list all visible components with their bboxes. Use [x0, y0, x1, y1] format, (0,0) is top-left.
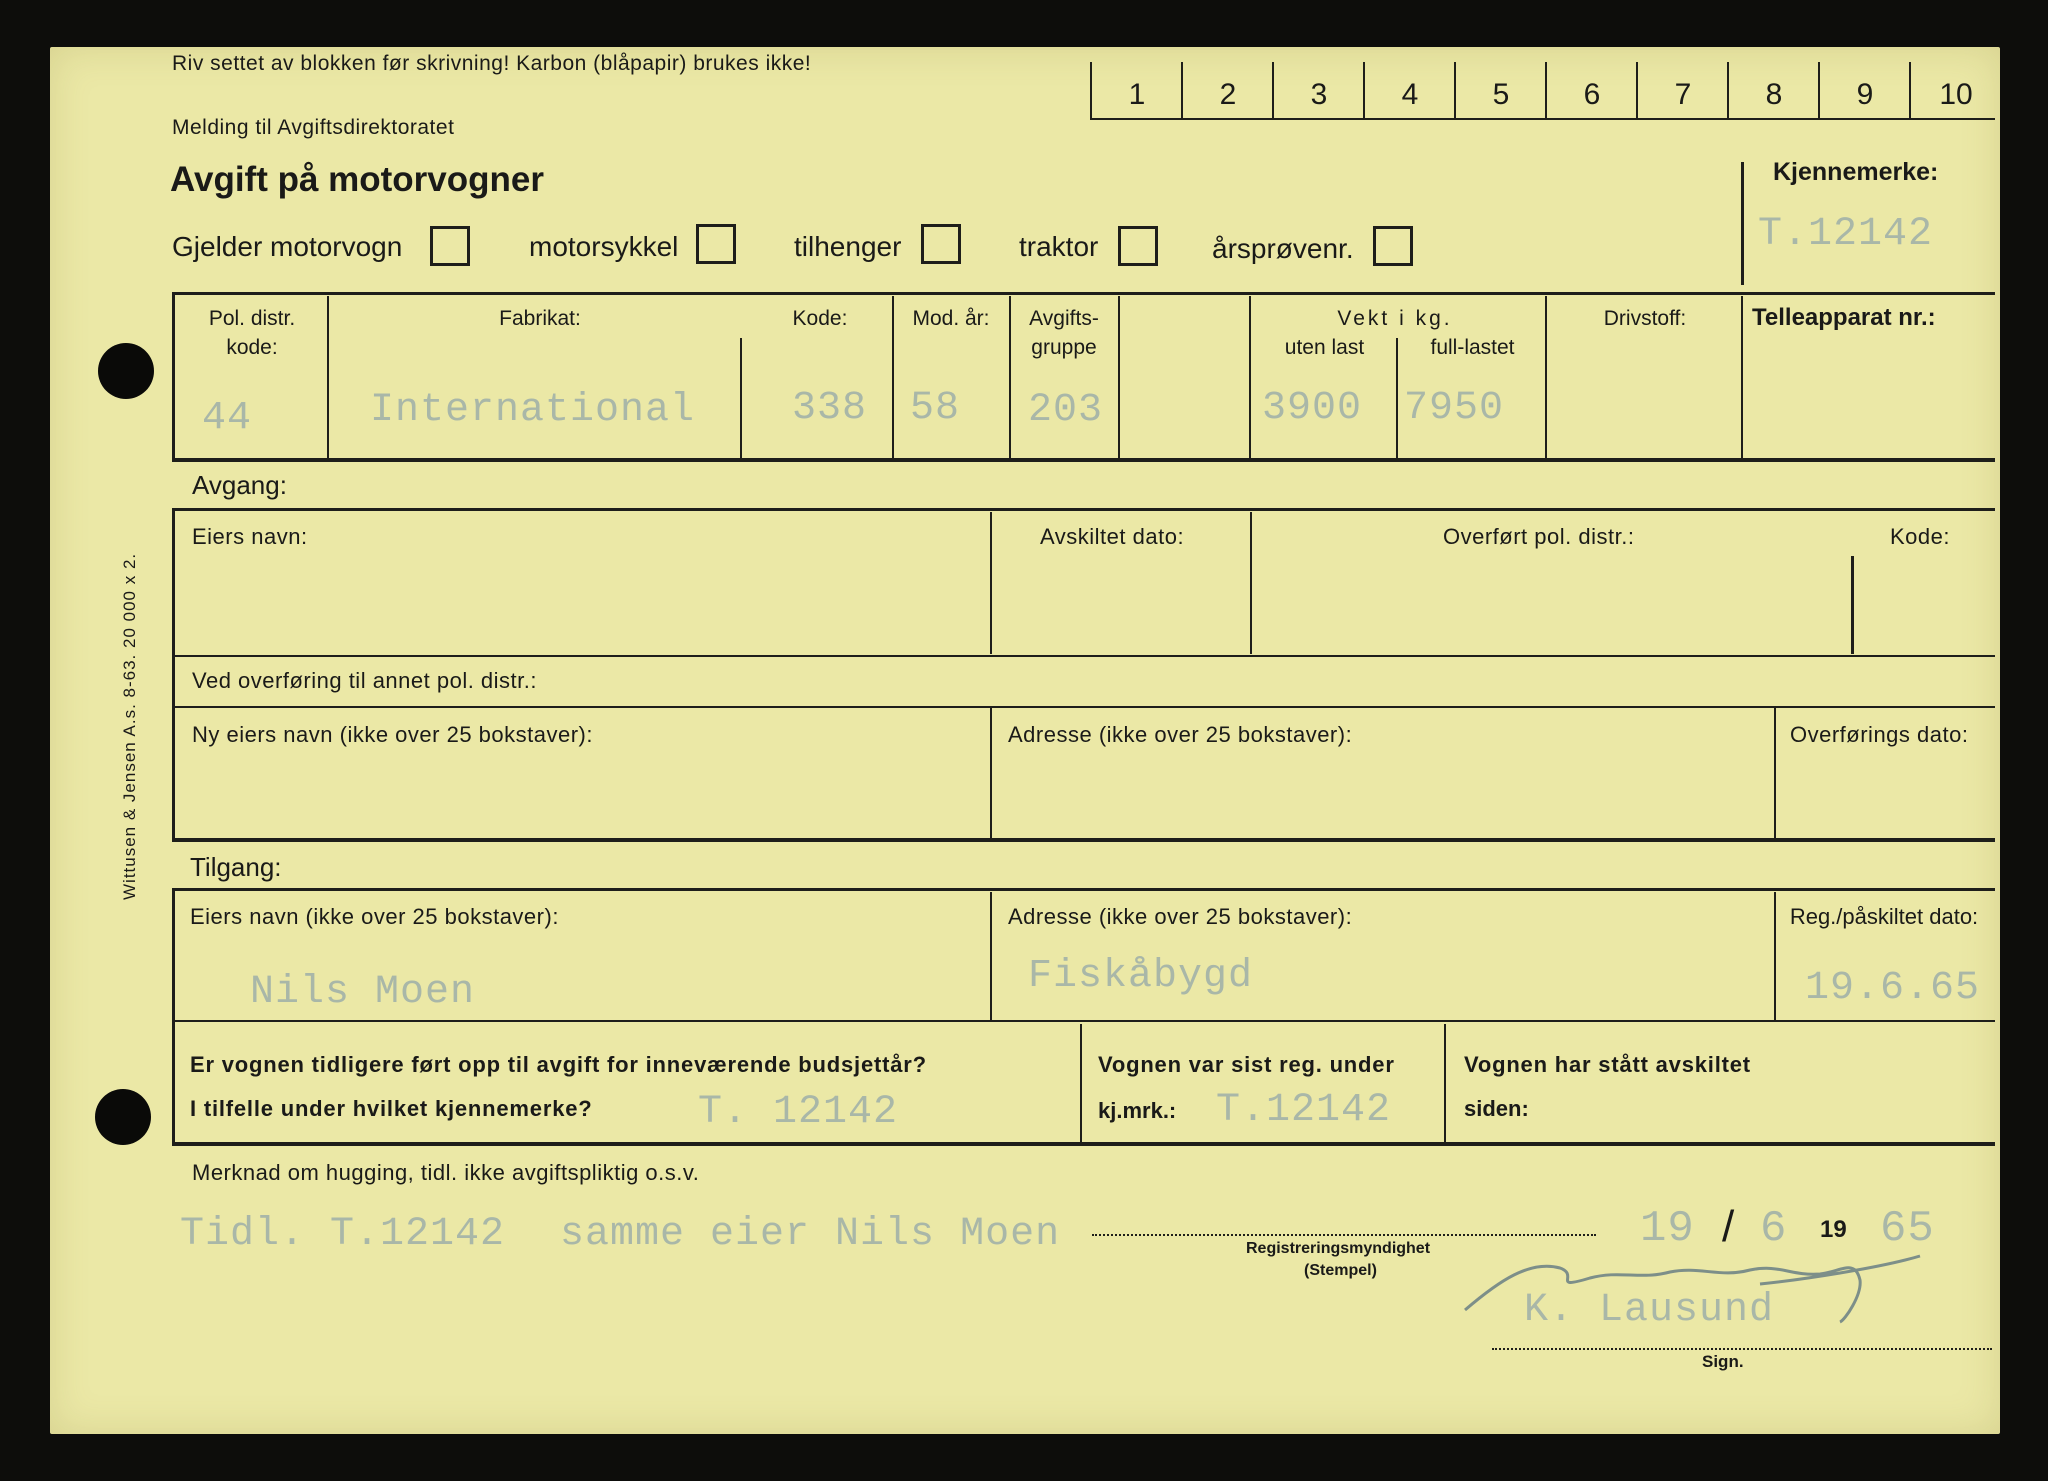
- question-line-2: I tilfelle under hvilket kjennemerke?: [190, 1096, 593, 1121]
- col-divider: [990, 512, 992, 654]
- vehicle-table-bottom: [172, 458, 1995, 462]
- col-divider: [892, 296, 894, 459]
- recipient-text: Melding til Avgiftsdirektoratet: [172, 116, 455, 139]
- number-2: 2: [1219, 78, 1237, 111]
- number-3: 3: [1310, 78, 1328, 111]
- drivstoff-label: Drivstoff:: [1603, 307, 1687, 330]
- sist-reg-line-2: kj.mrk.:: [1098, 1098, 1177, 1123]
- table-left-edge: [172, 292, 175, 460]
- sist-reg-value: T.12142: [1216, 1088, 1392, 1133]
- numbers-underline: [1090, 118, 1995, 120]
- avskiltet-label: Avskiltet dato:: [1040, 524, 1185, 549]
- col-divider: [1851, 556, 1854, 654]
- avgang-title: Avgang:: [192, 470, 287, 500]
- checkbox-tilhenger[interactable]: [921, 224, 961, 264]
- merknad-value-1: Tidl. T.12142: [180, 1212, 506, 1257]
- checkbox-arsprovenr[interactable]: [1373, 226, 1413, 266]
- date-year: 65: [1880, 1204, 1935, 1254]
- option-motorsykkel: motorsykkel: [529, 231, 679, 262]
- avgang-bottom-line: [172, 838, 1995, 842]
- overforings-dato-label: Overførings dato:: [1790, 722, 1969, 747]
- merknad-value-2: samme eier Nils Moen: [560, 1212, 1061, 1257]
- kode-label: Kode:: [792, 307, 848, 330]
- reg-dato-value: 19.6.65: [1805, 966, 1981, 1011]
- number-5: 5: [1492, 78, 1510, 111]
- kjennemerke-divider: [1741, 162, 1744, 285]
- merknad-label: Merknad om hugging, tidl. ikke avgiftspliktig o.s.v.: [192, 1160, 700, 1185]
- number-7: 7: [1674, 78, 1692, 111]
- number-6: 6: [1583, 78, 1601, 111]
- fabrikat-value: International: [370, 388, 696, 433]
- tilgang-adresse-label: Adresse (ikke over 25 bokstaver):: [1008, 904, 1353, 929]
- avskiltet-siden-line-2: siden:: [1464, 1096, 1529, 1121]
- sign-line: [1492, 1348, 1992, 1350]
- option-tilhenger: tilhenger: [794, 231, 902, 262]
- col-divider: [1444, 1024, 1446, 1142]
- mod-ar-value: 58: [910, 386, 961, 431]
- col-divider: [990, 892, 992, 1020]
- option-arsprovenr: årsprøvenr.: [1212, 233, 1354, 264]
- full-lastet-value: 7950: [1404, 386, 1505, 431]
- eiers-navn-label: Eiers navn:: [192, 524, 308, 549]
- vekt-label: Vekt i kg.: [1337, 307, 1453, 330]
- overfort-label: Overført pol. distr.:: [1443, 524, 1635, 549]
- stamp-line: [1092, 1234, 1596, 1236]
- col-divider: [740, 338, 742, 459]
- number-1: 1: [1128, 78, 1146, 111]
- applies-prefix: Gjelder motorvogn: [172, 231, 403, 262]
- signer-name: K. Lausund: [1524, 1288, 1775, 1333]
- date-month: 6: [1760, 1204, 1788, 1254]
- registrering-label: Registreringsmyndighet: [1246, 1240, 1431, 1257]
- kjennemerke-value: T.12142: [1758, 212, 1934, 257]
- printer-imprint: Wittusen & Jensen A.s. 8-63. 20 000 x 2.: [120, 552, 139, 900]
- date-slash: /: [1722, 1202, 1735, 1251]
- col-divider: [1250, 512, 1252, 654]
- checkbox-traktor[interactable]: [1118, 226, 1158, 266]
- full-lastet-label: full-lastet: [1430, 336, 1515, 359]
- kode-value: 338: [792, 386, 868, 431]
- col-divider: [327, 296, 329, 459]
- ny-eier-label: Ny eiers navn (ikke over 25 bokstaver):: [192, 722, 593, 747]
- col-divider: [1080, 1024, 1082, 1142]
- checkbox-motorsykkel[interactable]: [696, 224, 736, 264]
- number-8: 8: [1765, 78, 1783, 111]
- fabrikat-label: Fabrikat:: [499, 307, 581, 330]
- number-4: 4: [1401, 78, 1419, 111]
- ved-overforing-label: Ved overføring til annet pol. distr.:: [192, 668, 538, 693]
- ny-adresse-label: Adresse (ikke over 25 bokstaver):: [1008, 722, 1353, 747]
- number-10: 10: [1939, 78, 1973, 111]
- pol-distr-label: Pol. distr. kode:: [208, 307, 296, 359]
- uten-last-value: 3900: [1262, 386, 1363, 431]
- telleapparat-label: Telleapparat nr.:: [1752, 304, 1936, 331]
- col-divider: [1249, 296, 1251, 459]
- form-title: Avgift på motorvogner: [170, 160, 544, 199]
- col-divider: [990, 708, 992, 838]
- uten-last-label: uten last: [1284, 336, 1365, 359]
- sign-label: Sign.: [1702, 1352, 1744, 1371]
- number-9: 9: [1856, 78, 1874, 111]
- tilgang-mid-line: [172, 1020, 1995, 1022]
- punch-hole-top: [98, 343, 154, 399]
- mod-ar-label: Mod. år:: [912, 307, 990, 330]
- tilgang-top-line: [172, 888, 1995, 891]
- pol-distr-value: 44: [202, 396, 253, 441]
- col-divider: [1118, 296, 1120, 459]
- tilgang-adresse-value: Fiskåbygd: [1028, 954, 1254, 999]
- instruction-text: Riv settet av blokken før skrivning! Karbon (blåpapir) brukes ikke!: [172, 52, 812, 75]
- date-day: 19: [1640, 1204, 1695, 1254]
- tilgang-eiers-navn-label: Eiers navn (ikke over 25 bokstaver):: [190, 904, 559, 929]
- col-divider: [1009, 296, 1011, 459]
- date-century: 19: [1820, 1216, 1847, 1243]
- checkbox-motorvogn[interactable]: [430, 226, 470, 266]
- reg-dato-label: Reg./påskiltet dato:: [1789, 904, 1979, 929]
- avgang-mid-line: [172, 655, 1995, 657]
- vehicle-table-top: [172, 292, 1995, 295]
- kode-avgang-label: Kode:: [1890, 524, 1950, 549]
- question-value: T. 12142: [698, 1090, 899, 1135]
- question-line-1: Er vognen tidligere ført opp til avgift for inneværende budsjettår?: [190, 1052, 927, 1077]
- option-traktor: traktor: [1019, 231, 1099, 262]
- col-divider: [1545, 296, 1547, 459]
- kjennemerke-label: Kjennemerke:: [1773, 158, 1939, 186]
- sist-reg-line-1: Vognen var sist reg. under: [1098, 1052, 1395, 1077]
- table-left-edge: [172, 888, 175, 1142]
- col-divider: [1774, 708, 1776, 838]
- tilgang-eiers-navn-value: Nils Moen: [250, 970, 476, 1015]
- ny-eier-top-line: [172, 706, 1995, 708]
- col-divider: [1396, 338, 1398, 459]
- avgiftsgruppe-label: Avgifts-gruppe: [1029, 307, 1099, 359]
- avskiltet-siden-line-1: Vognen har stått avskiltet: [1464, 1052, 1751, 1077]
- avgiftsgruppe-value: 203: [1028, 388, 1104, 433]
- table-left-edge: [172, 508, 175, 838]
- previous-bottom-line: [172, 1142, 1995, 1146]
- col-divider: [1741, 296, 1743, 459]
- stempel-label: (Stempel): [1304, 1262, 1377, 1279]
- avgang-top-line: [172, 508, 1995, 511]
- punch-hole-bottom: [95, 1089, 151, 1145]
- tilgang-title: Tilgang:: [190, 852, 282, 882]
- col-divider: [1774, 892, 1776, 1020]
